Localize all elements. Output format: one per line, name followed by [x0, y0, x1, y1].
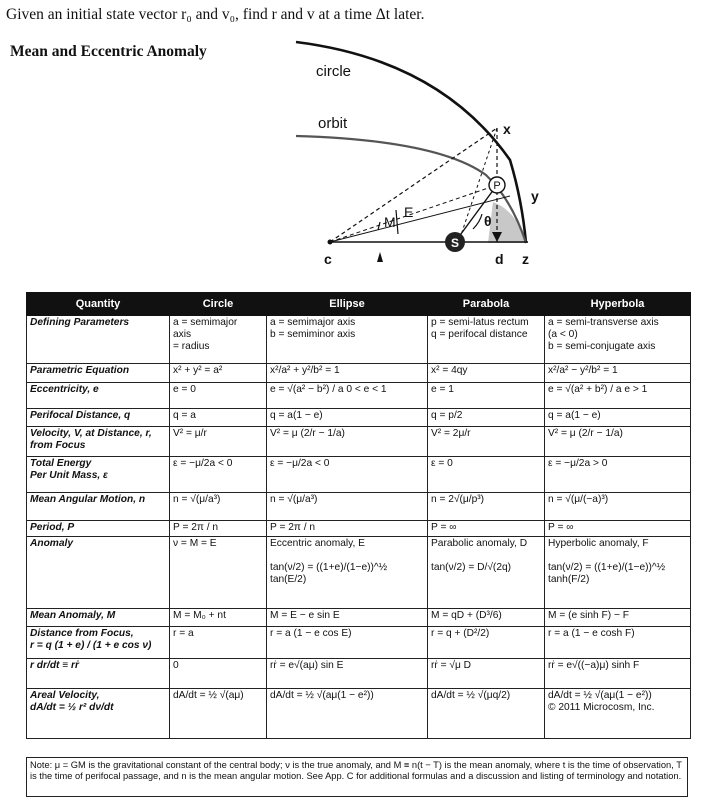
- cell-hyperbola: n = √(μ/(−a)³): [545, 493, 691, 521]
- cell-hyperbola: a = semi-transverse axis (a < 0) b = semi-conjugate axis: [545, 316, 691, 364]
- cell-parabola: x² = 4qy: [428, 364, 545, 383]
- table-row: [27, 427, 691, 457]
- cell-parabola: n = 2√(μ/p³): [428, 493, 545, 521]
- cell-quantity: Distance from Focus, r = q (1 + e) / (1 + e cos ν): [27, 627, 170, 659]
- cell-circle: n = √(μ/a³): [170, 493, 267, 521]
- cell-parabola: e = 1: [428, 383, 545, 409]
- cell-ellipse: Eccentric anomaly, E tan(ν/2) = ((1+e)/(1−e))^½ tan(E/2): [267, 537, 428, 609]
- cell-quantity: Parametric Equation: [27, 364, 170, 383]
- cell-ellipse: ε = −μ/2a < 0: [267, 457, 428, 493]
- center-to-p-line: [330, 185, 497, 242]
- table-row: [27, 609, 691, 627]
- cell-circle: q = a: [170, 409, 267, 427]
- label-d: d: [495, 251, 504, 267]
- cell-parabola: dA/dt = ½ √(μq/2): [428, 689, 545, 739]
- cell-parabola: p = semi-latus rectum q = perifocal distance: [428, 316, 545, 364]
- center-point: [328, 240, 333, 245]
- cell-quantity: Total Energy Per Unit Mass, ε: [27, 457, 170, 493]
- table-row: [27, 493, 691, 521]
- cell-quantity: Mean Angular Motion, n: [27, 493, 170, 521]
- table-header-row: [27, 293, 691, 316]
- cell-hyperbola: r = a (1 − e cosh F): [545, 627, 691, 659]
- cell-ellipse: V² = μ (2/r − 1/a): [267, 427, 428, 457]
- cell-hyperbola: dA/dt = ½ √(aμ(1 − e²)) © 2011 Microcosm, Inc.: [545, 689, 691, 739]
- table-row: [27, 659, 691, 689]
- cell-circle: dA/dt = ½ √(aμ): [170, 689, 267, 739]
- table-row: [27, 457, 691, 493]
- cell-parabola: rṙ = √μ D: [428, 659, 545, 689]
- cell-ellipse: r = a (1 − e cos E): [267, 627, 428, 659]
- header-quantity: Quantity: [27, 293, 170, 316]
- label-orbit: orbit: [318, 115, 348, 132]
- label-c: c: [324, 251, 332, 267]
- arrowhead-up: [377, 252, 383, 262]
- cell-parabola: V² = 2μ/r: [428, 427, 545, 457]
- cell-parabola: q = p/2: [428, 409, 545, 427]
- section-heading: Mean and Eccentric Anomaly: [10, 43, 207, 60]
- cell-circle: P = 2π / n: [170, 521, 267, 537]
- cell-circle: ν = M = E: [170, 537, 267, 609]
- cell-hyperbola: P = ∞: [545, 521, 691, 537]
- cell-parabola: P = ∞: [428, 521, 545, 537]
- table-row: [27, 537, 691, 609]
- cell-ellipse: rṙ = e√(aμ) sin E: [267, 659, 428, 689]
- cell-circle: x² + y² = a²: [170, 364, 267, 383]
- label-circle: circle: [316, 63, 352, 80]
- cell-quantity: Defining Parameters: [27, 316, 170, 364]
- cell-hyperbola: ε = −μ/2a > 0: [545, 457, 691, 493]
- cell-circle: 0: [170, 659, 267, 689]
- cell-ellipse: dA/dt = ½ √(aμ(1 − e²)): [267, 689, 428, 739]
- cell-circle: M = M₀ + nt: [170, 609, 267, 627]
- cell-hyperbola: e = √(a² + b²) / a e > 1: [545, 383, 691, 409]
- cell-quantity: Areal Velocity, dA/dt = ½ r² dν/dt: [27, 689, 170, 739]
- cell-hyperbola: rṙ = e√((−a)μ) sinh F: [545, 659, 691, 689]
- cell-ellipse: x²/a² + y²/b² = 1: [267, 364, 428, 383]
- cell-quantity: Anomaly: [27, 537, 170, 609]
- cell-parabola: ε = 0: [428, 457, 545, 493]
- anomaly-diagram: [0, 0, 705, 292]
- center-to-x-line: [330, 128, 497, 242]
- cell-ellipse: e = √(a² − b²) / a 0 < e < 1: [267, 383, 428, 409]
- cell-quantity: Velocity, V, at Distance, r, from Focus: [27, 427, 170, 457]
- table-row: [27, 383, 691, 409]
- cell-quantity: Period, P: [27, 521, 170, 537]
- cell-circle: ε = −μ/2a < 0: [170, 457, 267, 493]
- label-s: S: [450, 236, 460, 250]
- cell-quantity: Mean Anomaly, M: [27, 609, 170, 627]
- cell-circle: r = a: [170, 627, 267, 659]
- cell-hyperbola: Hyperbolic anomaly, F tan(ν/2) = ((1+e)/(1−e))^½ tanh(F/2): [545, 537, 691, 609]
- cell-ellipse: n = √(μ/a³): [267, 493, 428, 521]
- cell-quantity: r dr/dt ≡ rṙ: [27, 659, 170, 689]
- header-parabola: Parabola: [428, 293, 545, 316]
- table-row: [27, 627, 691, 659]
- table-row: [27, 409, 691, 427]
- cell-ellipse: a = semimajor axis b = semiminor axis: [267, 316, 428, 364]
- label-e: E: [404, 204, 414, 220]
- table-row: [27, 521, 691, 537]
- cell-circle: V² = μ/r: [170, 427, 267, 457]
- orbit-table: [26, 292, 691, 739]
- cell-parabola: r = q + (D²/2): [428, 627, 545, 659]
- label-x: x: [503, 121, 511, 137]
- label-theta: θ: [484, 213, 492, 229]
- cell-hyperbola: q = a(1 − e): [545, 409, 691, 427]
- cell-ellipse: P = 2π / n: [267, 521, 428, 537]
- cell-circle: e = 0: [170, 383, 267, 409]
- header-circle: Circle: [170, 293, 267, 316]
- header-ellipse: Ellipse: [267, 293, 428, 316]
- cell-quantity: Eccentricity, e: [27, 383, 170, 409]
- cell-parabola: Parabolic anomaly, D tan(ν/2) = D/√(2q): [428, 537, 545, 609]
- label-z: z: [522, 251, 529, 267]
- cell-hyperbola: V² = μ (2/r − 1/a): [545, 427, 691, 457]
- table-row: [27, 689, 691, 739]
- label-p: P: [493, 180, 501, 192]
- label-m: M: [384, 214, 396, 230]
- header-hyperbola: Hyperbola: [545, 293, 691, 316]
- table-row: [27, 316, 691, 364]
- footnote: Note: μ = GM is the gravitational constant of the central body; ν is the true anomaly, and M ≡ n(t − T) is the mean anomaly, where t is the time of observation, T is the time of perifocal passage, and n is the mean angular motion. See App. C for additional formulas and a discussion and listing of terminology and notation.: [26, 757, 688, 797]
- problem-statement: Given an initial state vector r₀ and v₀, find r and v at a time Δt later.: [6, 6, 425, 23]
- table-row: [27, 364, 691, 383]
- cell-ellipse: q = a(1 − e): [267, 409, 428, 427]
- cell-quantity: Perifocal Distance, q: [27, 409, 170, 427]
- cell-hyperbola: M = (e sinh F) − F: [545, 609, 691, 627]
- cell-ellipse: M = E − e sin E: [267, 609, 428, 627]
- cell-parabola: M = qD + (D³/6): [428, 609, 545, 627]
- label-y: y: [531, 188, 539, 204]
- cell-circle: a = semimajor axis = radius: [170, 316, 267, 364]
- cell-hyperbola: x²/a² − y²/b² = 1: [545, 364, 691, 383]
